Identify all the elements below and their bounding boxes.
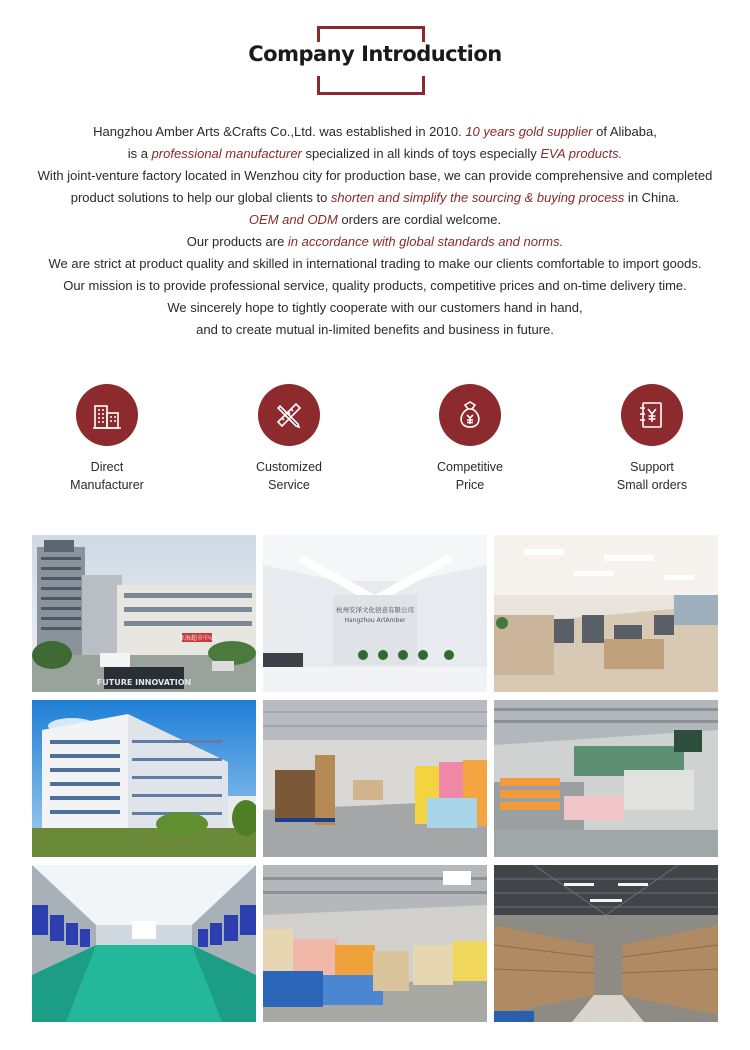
photo-office-workspace [494, 535, 718, 692]
title-frame [317, 26, 425, 29]
photo-storage-warehouse [494, 865, 718, 1022]
feature-customized-service: Customized Service [229, 384, 349, 494]
feature-direct-manufacturer: Direct Manufacturer [47, 384, 167, 494]
page-title: Company Introduction [248, 42, 502, 66]
photo-production-machines [494, 700, 718, 857]
photo-factory-exterior [32, 700, 256, 857]
feature-small-orders: Support Small orders [592, 384, 712, 494]
title-block [0, 0, 750, 110]
pencil-ruler-icon [258, 384, 320, 446]
features-row [0, 384, 750, 494]
intro-paragraph: Hangzhou Amber Arts &Crafts Co.,Ltd. was established in 2010. 10 years gold supplier of Alibaba, is a professional manufacturer specialized in all kinds of toys especially EVA products. With joint-venture factory located in Wenzhou city for production base, we can provide comprehensive and completed product solutions to help our global clients to shorten and simplify the sourcing & buying process in China. OEM and ODM orders are cordial welcome. Our products are in accordance with global standards and norms. We are strict at product quality and skilled in international trading to make our clients comfortable to import goods. Our mission is to provide professional service, quality products, competitive prices and on-time delivery time. We sincerely hope to tightly cooperate with our customers hand in hand, and to create mutual in-limited benefits and business in future. [37, 124, 713, 337]
photo-company-building [32, 535, 256, 692]
office-sign-cn: 杭州安泽文化创意有限公司 [336, 606, 414, 614]
photo-office-reception [263, 535, 487, 692]
feature-competitive-price: Competitive Price [410, 384, 530, 494]
money-bag-icon [439, 384, 501, 446]
building-icon [76, 384, 138, 446]
building-sign: FUTURE INNOVATION [96, 678, 192, 687]
office-sign-en: Hangzhou ArtAmber [344, 617, 406, 624]
shop-sign: 亚海超市中心 [178, 635, 216, 642]
photo-production-floor [32, 865, 256, 1022]
yen-notebook-icon [621, 384, 683, 446]
photo-warehouse-boxes [263, 700, 487, 857]
photo-warehouse-products [263, 865, 487, 1022]
